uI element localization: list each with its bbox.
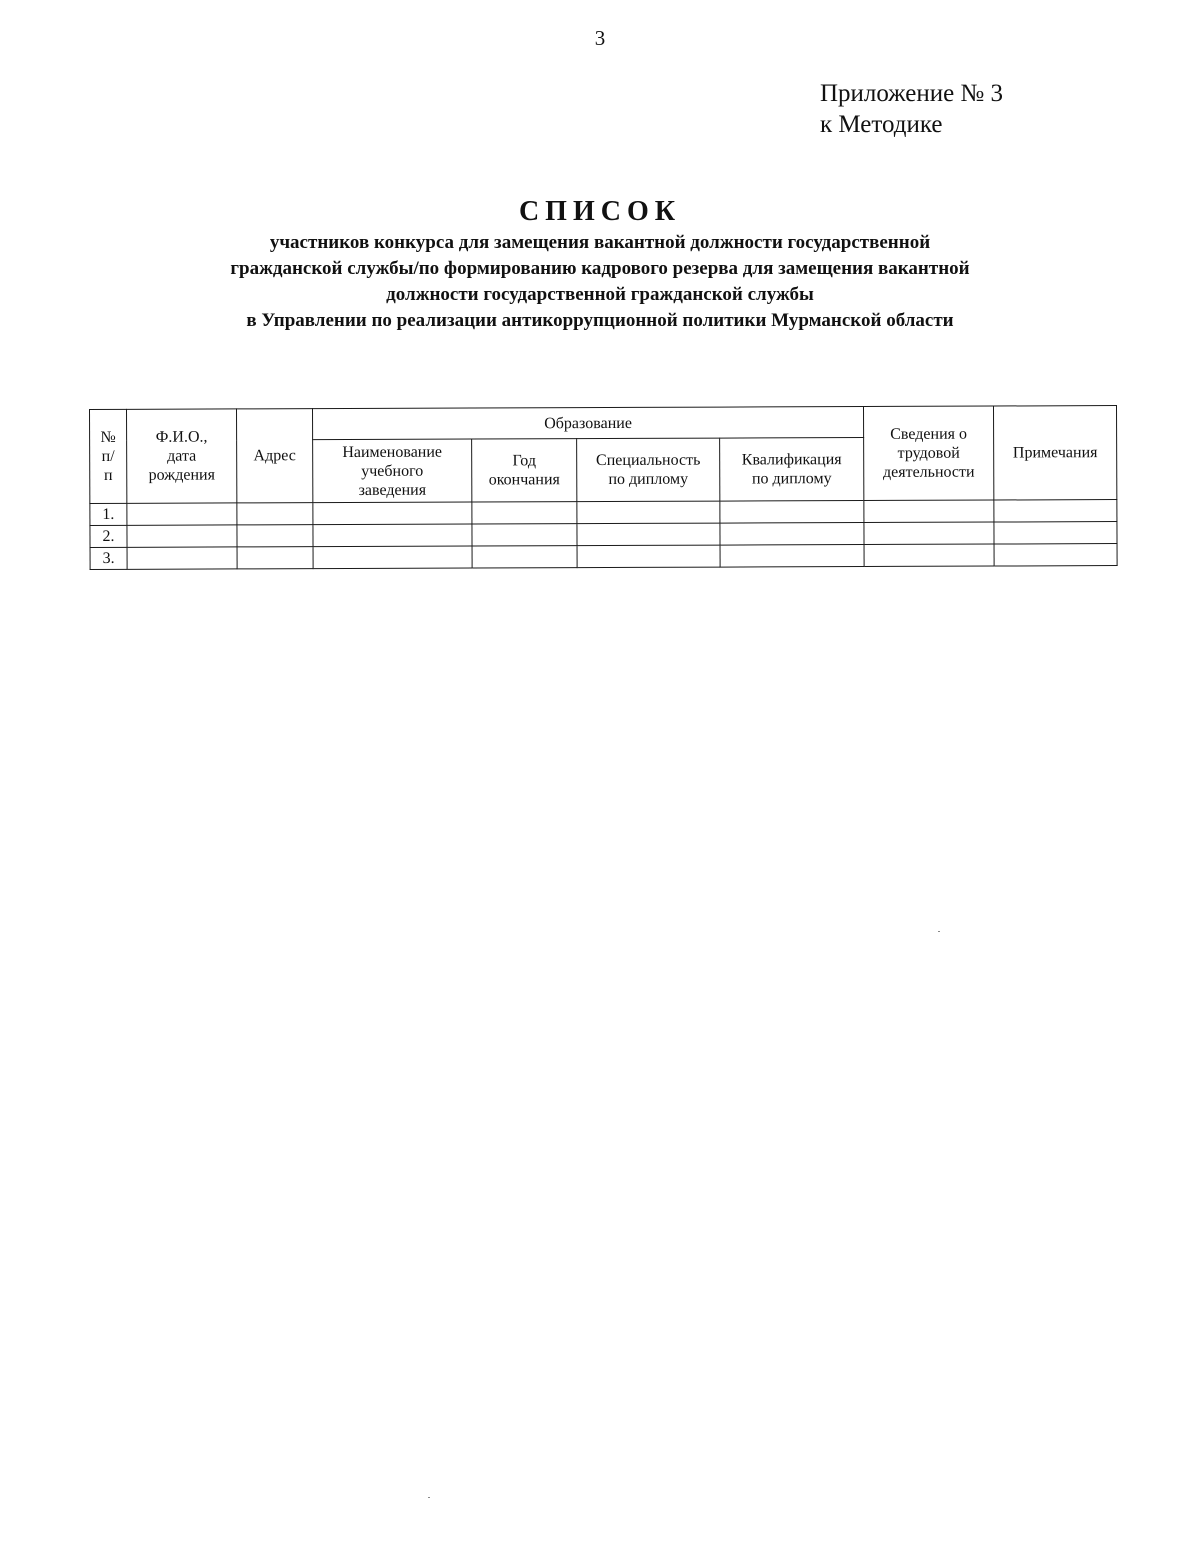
header-specialty-line-2: по диплому (608, 470, 689, 489)
cell-graduation-year (472, 502, 577, 524)
cell-qualification (720, 545, 864, 568)
document-title: СПИСОК (518, 196, 682, 227)
header-graduation-year (472, 439, 577, 502)
cell-qualification (720, 523, 864, 546)
header-number-line-2: п/ (101, 447, 115, 465)
appendix-line-2: к Методике (820, 111, 943, 138)
scan-speck (938, 931, 940, 932)
header-institution-line-2: учебного (361, 462, 424, 480)
header-institution (313, 439, 472, 503)
cell-notes (994, 544, 1117, 566)
header-institution-line-1: Наименование (342, 443, 443, 461)
header-fio (127, 409, 237, 503)
cell-specialty (577, 501, 720, 524)
cell-specialty (577, 523, 720, 546)
subtitle-line-2: гражданской службы/по формированию кадрового резерва для замещения вакантной (230, 258, 970, 279)
cell-fio (127, 525, 237, 547)
scan-speck (428, 1497, 430, 1498)
cell-notes (994, 522, 1117, 544)
table-row (90, 544, 1117, 570)
cell-graduation-year (472, 524, 577, 546)
header-number-line-1: № (100, 428, 116, 446)
cell-institution (313, 524, 472, 547)
header-qualification-line-2: по диплому (751, 470, 832, 488)
header-work-info-line-3: деятельности (882, 463, 975, 481)
header-education: Образование (313, 407, 864, 440)
header-fio-line-3: рождения (148, 466, 215, 484)
header-work-info-line-1: Сведения о (890, 425, 968, 443)
header-qualification (720, 438, 864, 502)
header-graduation-year-line-2: окончания (488, 471, 560, 489)
header-work-info (864, 406, 994, 500)
subtitle-line-4: в Управлении по реализации антикоррупционной политики Мурманской области (246, 310, 954, 331)
row-number: 1. (90, 503, 127, 525)
cell-notes (994, 500, 1117, 522)
cell-institution (313, 502, 472, 525)
cell-graduation-year (472, 546, 577, 568)
subtitle-line-3: должности государственной гражданской службы (386, 284, 814, 305)
appendix-line-1: Приложение № 3 (820, 80, 1004, 107)
cell-fio (127, 547, 237, 569)
cell-fio (127, 503, 237, 525)
appendix-note (820, 78, 1003, 140)
header-number (90, 409, 127, 503)
header-notes: Примечания (994, 406, 1117, 500)
row-number: 3. (90, 547, 127, 569)
cell-address (237, 525, 313, 547)
header-graduation-year-line-1: Год (512, 452, 537, 470)
subtitle-line-1: участников конкурса для замещения вакантной должности государственной (269, 232, 931, 253)
header-number-line-3: п (103, 466, 113, 484)
header-address: Адрес (237, 409, 313, 503)
cell-specialty (577, 545, 720, 568)
header-fio-line-2: дата (167, 447, 197, 465)
cell-address (237, 503, 313, 525)
cell-qualification (720, 501, 864, 524)
header-work-info-line-2: трудовой (897, 444, 960, 462)
cell-work-info (864, 544, 994, 566)
header-fio-line-1: Ф.И.О., (155, 428, 208, 446)
participants-table (89, 405, 1118, 570)
header-qualification-line-1: Квалификация (741, 451, 842, 469)
page-number: 3 (594, 26, 606, 50)
cell-address (237, 547, 313, 569)
cell-institution (313, 546, 472, 569)
header-institution-line-3: заведения (358, 481, 427, 499)
row-number: 2. (90, 525, 127, 547)
cell-work-info (864, 522, 994, 544)
header-specialty (577, 438, 720, 502)
cell-work-info (864, 500, 994, 522)
document-subtitle (100, 230, 1100, 334)
header-specialty-line-1: Специальность (595, 451, 701, 470)
